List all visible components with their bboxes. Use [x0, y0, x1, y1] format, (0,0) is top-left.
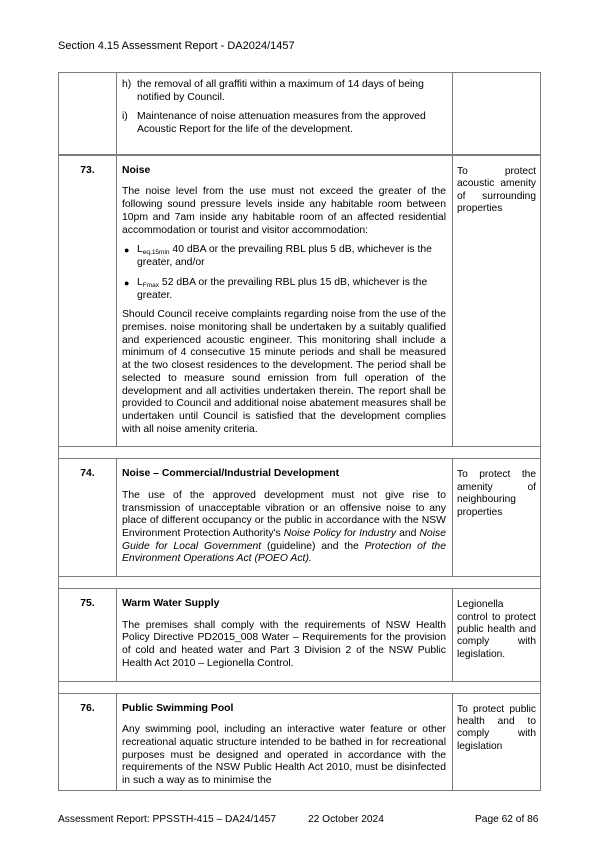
condition-number: 76. [59, 693, 117, 790]
condition-number: 74. [59, 459, 117, 577]
condition-paragraph: The noise level from the use must not exceed the greater of the following sound pressure levels inside any habitable room between 10pm and 7am inside any habitable room of an affected residential accommodation or tourist and visitor accommodation: [122, 186, 446, 236]
text-run: The use of the approved development must not give rise to transmission of unacceptable vibration or an offensive noise to any place of different occupancy or the public in accordance with the NSW Environment Protection Authority's [122, 489, 446, 540]
list-item [122, 79, 446, 104]
page-header: Section 4.15 Assessment Report - DA2024/1457 [58, 40, 295, 52]
text-run: and [396, 528, 420, 540]
list-marker: i) [122, 111, 128, 123]
bullet-icon: ● [124, 277, 130, 288]
reason-cell [453, 589, 541, 681]
footer-report-ref: Assessment Report: PPSSTH-415 – DA24/1457 [58, 814, 277, 825]
symbol-l: L [137, 276, 143, 288]
reason-cell [453, 459, 541, 577]
symbol-l: L [137, 244, 143, 256]
table-row [59, 459, 541, 577]
condition-text-cell [117, 589, 453, 681]
reason-cell [453, 73, 541, 155]
reason-cell [453, 693, 541, 790]
condition-paragraph: Should Council receive complaints regarding noise from the use of the premises. noise monitoring shall be undertaken by a suitably qualified and experienced acoustic engineer. This monitoring shall include a minimum of 4 consecutive 15 minute periods and shall be measured at the two closest residences to the development. The period shall be selected to measure sound emission from full operation of the development and all activities undertaken therein. The report shall be provided to Council and additional noise abatement measures shall be undertaken until Council is satisfied that the development complies with all noise amenity criteria. [122, 309, 446, 435]
reason-text: To protect the amenity of neighbouring properties [457, 469, 536, 518]
footer-date: 22 October 2024 [308, 814, 384, 825]
bullet-icon: ● [124, 245, 130, 256]
condition-text-cell [117, 459, 453, 577]
condition-text-cell [117, 693, 453, 790]
list-item [122, 111, 446, 136]
condition-heading: Warm Water Supply [122, 598, 220, 610]
subscript: Fmax [142, 281, 160, 289]
bullet-item [122, 277, 446, 303]
condition-paragraph [122, 490, 446, 566]
table-row [59, 73, 541, 155]
reason-text: Legionella control to protect public health and comply with legislation. [457, 599, 536, 660]
text-run: (guideline) and the [261, 540, 365, 552]
condition-number: 75. [59, 589, 117, 681]
list-marker: h) [122, 79, 132, 90]
table-row [59, 589, 541, 681]
italic-run: Noise Policy for Industry [283, 528, 397, 540]
subscript: eq,15min [142, 249, 170, 257]
condition-paragraph: Any swimming pool, including an interactive water feature or other recreational aquatic structure intended to be bathed in for recreational purposes must be designed and operated in accordance with the requirements of the NSW Public Health Act 2010, must be disinfected in such a way as to minimise the [122, 724, 446, 786]
footer-page-number: Page 62 of 86 [475, 814, 539, 825]
condition-heading: Noise [122, 164, 151, 176]
bullet-text: 52 dBA or the prevailing RBL plus 15 dB, whichever is the greater. [137, 276, 428, 301]
condition-number: 73. [59, 155, 117, 447]
reason-text: To protect public health and to comply with legislation [457, 703, 536, 752]
condition-text-cell [117, 155, 453, 447]
table-row [59, 693, 541, 790]
condition-heading: Public Swimming Pool [122, 702, 234, 714]
list-item-text: the removal of all graffiti within a maximum of 14 days of being notified by Council. [137, 79, 424, 103]
condition-heading: Noise – Commercial/Industrial Development [122, 468, 340, 480]
bullet-item [122, 244, 446, 270]
italic-run: Protection of the Environment Operations Act (POEO Act). [122, 540, 446, 565]
bullet-text: 40 dBA or the prevailing RBL plus 5 dB, whichever is the greater, and/or [137, 244, 432, 269]
condition-paragraph: The premises shall comply with the requirements of NSW Health Policy Directive PD2015_008 Water – Requirements for the provision of cold and heated water and Part 3 Division 2 of the NSW Public Health Act 2010 – Legionella Control. [122, 619, 446, 669]
list-item-text: Maintenance of noise attenuation measures from the approved Acoustic Report for the life of the development. [137, 111, 426, 136]
reason-cell [453, 155, 541, 447]
condition-number-cell [59, 73, 117, 155]
table-row [59, 155, 541, 447]
conditions-table [58, 72, 541, 791]
reason-text: To protect acoustic amenity of surrounding properties [457, 165, 536, 215]
italic-run: Noise Guide for Local Government [122, 528, 446, 552]
condition-text-cell [117, 73, 453, 155]
